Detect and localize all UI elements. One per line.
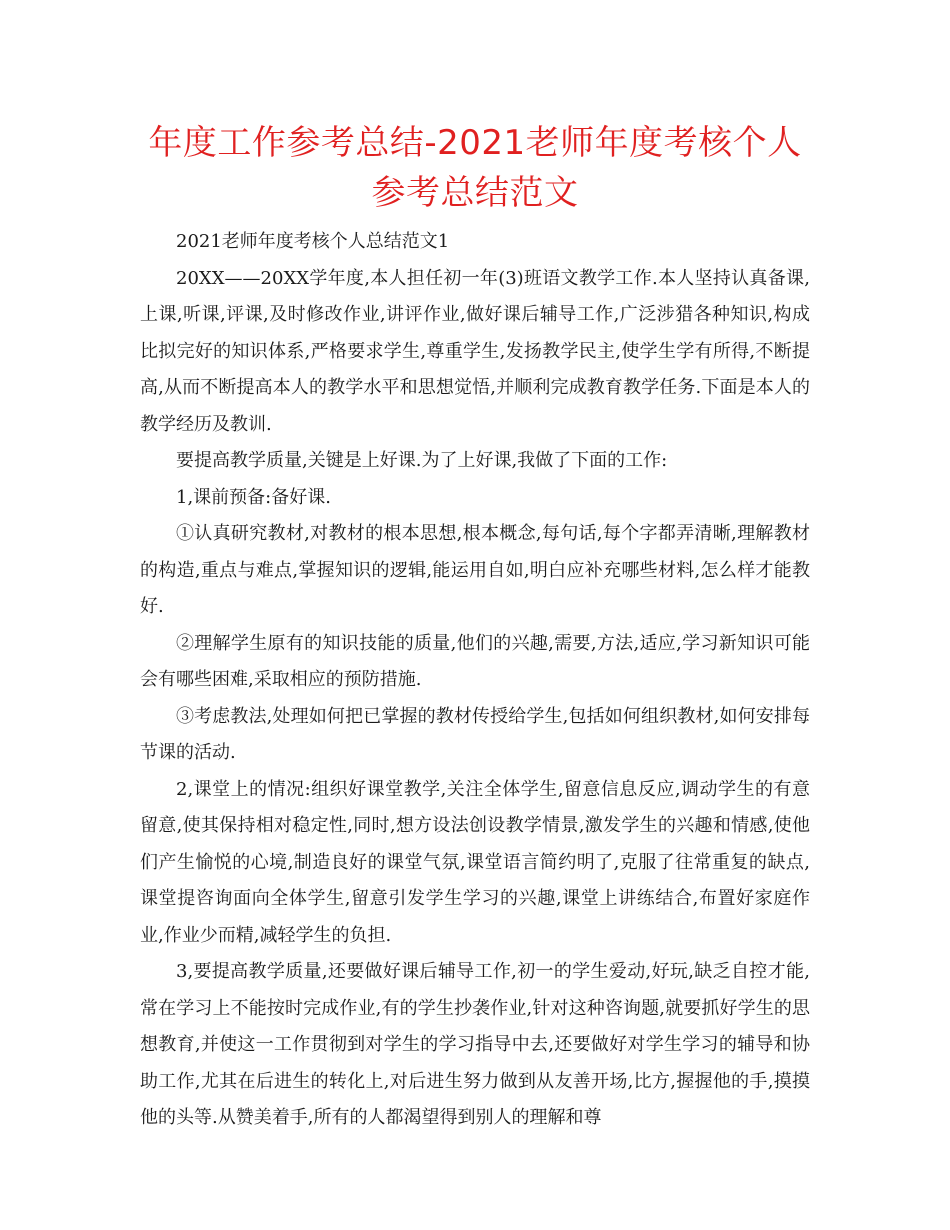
paragraph-key-point: 要提高教学质量,关键是上好课.为了上好课,我做了下面的工作:	[176, 450, 668, 471]
paragraph-section-2: 2,课堂上的情况:组织好课堂教学,关注全体学生,留意信息反应,调动学生的有意留意,使其保持相对稳定性,同时,想方设法创设教学情景,激发学生的兴趣和情感,使他们产生愉悦的心境,制造良好的课堂气氛,课堂语言简约明了,克服了往常重复的缺点,课堂提咨询面向全体学生,留意引发学生学习的兴趣,课堂上讲练结合,布置好家庭作业,作业少而精,减轻学生的负担.	[140, 778, 810, 946]
paragraph-intro: 20XX——20XX学年度,本人担任初一年(3)班语文教学工作.本人坚持认真备课,上课,听课,评课,及时修改作业,讲评作业,做好课后辅导工作,广泛涉猎各种知识,构成比拟完好的知识体系,严格要求学生,尊重学生,发扬教学民主,使学生学有所得,不断提高,从而不断提高本人的教学水平和思想觉悟,并顺利完成教育教学任务.下面是本人的教学经历及教训.	[140, 267, 810, 435]
paragraph-section-1: 1,课前预备:备好课.	[176, 486, 331, 508]
paragraph-section-3: 3,要提高教学质量,还要做好课后辅导工作,初一的学生爱动,好玩,缺乏自控才能,常在学习上不能按时完成作业,有的学生抄袭作业,针对这种咨询题,就要抓好学生的思想教育,并使这一工作贯彻到对学生的学习指导中去,还要做好对学生学习的辅导和协助工作,尤其在后进生的转化上,对后进生努力做到从友善开场,比方,握握他的手,摸摸他的头等.从赞美着手,所有的人都渴望得到别人的理解和尊	[140, 961, 810, 1128]
document-body	[140, 224, 810, 1137]
document-title: 年度工作参考总结-2021老师年度考核个人参考总结范文	[148, 123, 802, 213]
paragraph-item-2: ②理解学生原有的知识技能的质量,他们的兴趣,需要,方法,适应,学习新知识可能会有哪些困难,采取相应的预防措施.	[140, 632, 810, 690]
paragraph-subtitle: 2021老师年度考核个人总结范文1	[176, 231, 450, 252]
paragraph-item-1: ①认真研究教材,对教材的根本思想,根本概念,每句话,每个字都弄清晰,理解教材的构造,重点与难点,掌握知识的逻辑,能运用自如,明白应补充哪些材料,怎么样才能教好.	[140, 523, 810, 617]
paragraph-item-3: ③考虑教法,处理如何把已掌握的教材传授给学生,包括如何组织教材,如何安排每节课的活动.	[140, 705, 810, 763]
